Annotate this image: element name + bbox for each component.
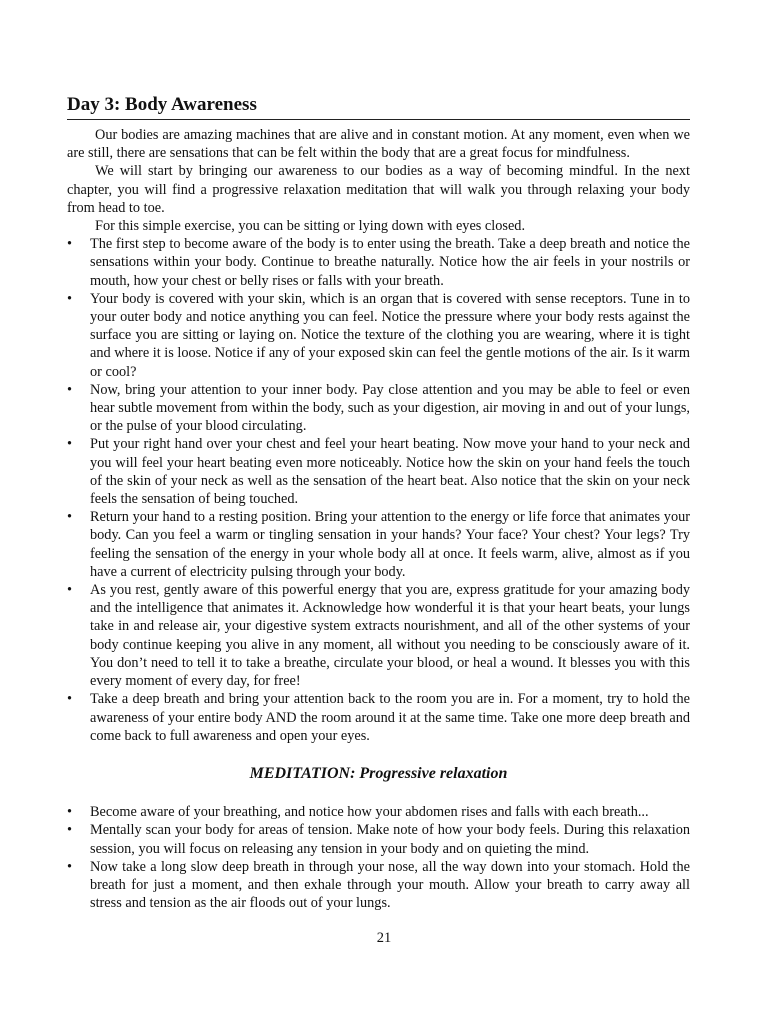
bullet-icon: • — [67, 509, 73, 526]
list-item-text: Return your hand to a resting position. Bring your attention to the energy or life force that animates your body. Can you feel a warm or tingling sensation in your hands? Your face? Your chest? Your legs? Try feeling the sensation of the energy in your whole body all at once. It feels warm, alive, almost as if you have a current of electricity pulsing through your body. — [90, 509, 690, 580]
list-item — [67, 821, 690, 857]
list-item-text: Your body is covered with your skin, which is an organ that is covered with sense receptors. Tune in to your outer body and notice anything you can feel. Notice the pressure where your body rests against the surface you are sitting or laying on. Notice the texture of the clothing you are wearing, where it is tight and where it is loose. Notice if any of your exposed skin can feel the gentle motions of the air. Is it warm or cool? — [90, 290, 690, 380]
intro-paragraph: We will start by bringing our awareness to our bodies as a way of becoming mindful. In the next chapter, you will find a progressive relaxation meditation that will walk you through relaxing your body from head to toe. — [67, 163, 690, 216]
list-item-text: Now take a long slow deep breath in through your nose, all the way down into your stomach. Hold the breath for just a moment, and then exhale through your mouth. Allow your breath to carry away all stress and tension as the air floods out of your lungs. — [90, 858, 690, 912]
intro-paragraph: For this simple exercise, you can be sitting or lying down with eyes closed. — [95, 218, 526, 235]
bullet-icon: • — [67, 582, 73, 599]
list-item — [67, 581, 690, 690]
list-item-text: As you rest, gently aware of this powerful energy that you are, express gratitude for your amazing body and the intelligence that animates it. Acknowledge how wonderful it is that your heart beats, your lungs take in and release air, your digestive system extracts nourishment, and all of the other systems of your body continue keeping you alive in any moment, all without you needing to be consciously aware of it. You don’t need to tell it to take a breathe, circulate your blood, or heal a wound. It blesses you with this every moment of every day, for free! — [90, 582, 690, 690]
meditation-list — [67, 803, 690, 912]
list-item — [67, 290, 690, 381]
exercise-list — [67, 235, 690, 745]
meditation-heading: MEDITATION: Progressive relaxation — [249, 764, 508, 782]
list-item-text: Now, bring your attention to your inner body. Pay close attention and you may be able to feel or even hear subtle movement from within the body, such as your digestion, air moving in and out of your lungs, or the pulse of your blood circulating. — [90, 381, 690, 435]
list-item-text: Take a deep breath and bring your attention back to the room you are in. For a moment, try to hold the awareness of your entire body AND the room around it at the same time. Take one more deep breath and come back to full awareness and open your eyes. — [90, 691, 690, 744]
list-item-text: Put your right hand over your chest and feel your heart beating. Now move your hand to your neck and you will feel your heart beating even more noticeably. Notice how the skin on your hand feels the touch of the skin of your neck as well as the sensation of the heart beat. Also notice that the skin on your neck feels the sensation of being touched. — [90, 436, 690, 508]
list-item — [67, 381, 690, 436]
page-content — [67, 93, 690, 912]
list-item — [67, 508, 690, 581]
list-item-text: The first step to become aware of the body is to enter using the breath. Take a deep breath and notice the sensations within your body. Continue to breathe naturally. Notice how the air feels in your nostrils or mouth, how your chest or belly rises or falls with your breath. — [90, 236, 690, 289]
bullet-icon: • — [67, 236, 73, 253]
page-number: 21 — [376, 930, 392, 946]
list-item — [67, 690, 690, 745]
bullet-icon: • — [67, 858, 73, 875]
list-item — [67, 858, 690, 913]
bullet-icon: • — [67, 691, 73, 708]
page-title: Day 3: Body Awareness — [67, 93, 690, 120]
bullet-icon: • — [67, 436, 73, 453]
body-text — [67, 126, 690, 912]
list-item-text: Mentally scan your body for areas of tension. Make note of how your body feels. During this relaxation session, you will focus on releasing any tension in your body and on quieting the mind. — [90, 822, 690, 857]
list-item — [67, 435, 690, 508]
list-item — [67, 803, 690, 821]
list-item — [67, 235, 690, 290]
bullet-icon: • — [67, 381, 73, 398]
bullet-icon: • — [67, 290, 73, 307]
bullet-icon: • — [67, 804, 73, 821]
bullet-icon: • — [67, 822, 73, 839]
list-item-text: Become aware of your breathing, and notice how your abdomen rises and falls with each breath... — [90, 804, 649, 821]
intro-paragraph: Our bodies are amazing machines that are alive and in constant motion. At any moment, even when we are still, there are sensations that can be felt within the body that are a great focus for mindfulness. — [67, 127, 690, 162]
